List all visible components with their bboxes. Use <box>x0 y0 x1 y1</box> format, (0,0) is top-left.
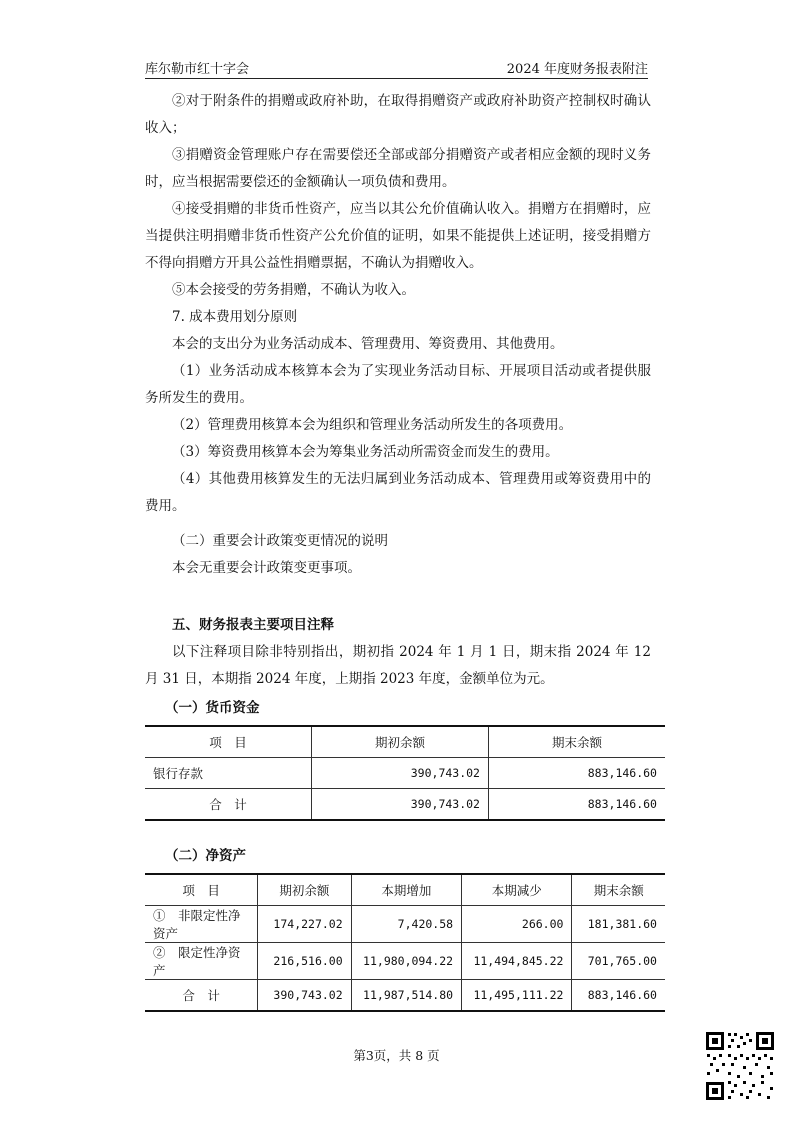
table-cell: 11,494,845.22 <box>462 943 572 980</box>
paragraph: ④接受捐赠的非货币性资产，应当以其公允价值确认收入。捐赠方在捐赠时，应当提供注明捐赠非货币性资产公允价值的证明，如果不能提供上述证明，接受捐赠方不得向捐赠方开具公益性捐赠票据，不确认为捐赠收入。 <box>145 201 651 271</box>
table-cell: 390,743.02 <box>312 789 489 821</box>
table-cell: 7,420.58 <box>351 906 461 943</box>
section-title: 五、财务报表主要项目注释 <box>172 617 334 633</box>
table-row <box>145 943 665 980</box>
table-header-cell: 期末余额 <box>489 726 666 758</box>
table-row <box>145 906 665 943</box>
paragraph: 以下注释项目除非特别指出，期初指 2024 年 1 月 1 日，期末指 2024 年 12 月 31 日，本期指 2024 年度，上期指 2023 年度，金额单位为元。 <box>145 644 651 687</box>
table-cell: 701,765.00 <box>572 943 665 980</box>
table-cell: 216,516.00 <box>258 943 352 980</box>
paragraph: ②对于附条件的捐赠或政府补助，在取得捐赠资产或政府补助资产控制权时确认收入； <box>145 93 651 136</box>
cash-table <box>145 725 665 821</box>
table-row <box>145 789 665 821</box>
body-section-3 <box>145 843 651 870</box>
paragraph: ⑤本会接受的劳务捐赠，不确认为收入。 <box>172 282 415 298</box>
header-doc-title: 2024 年度财务报表附注 <box>506 62 648 77</box>
paragraph: 本会无重要会计政策变更事项。 <box>172 560 361 576</box>
table-cell: ② 限定性净资产 <box>145 943 258 980</box>
table-cell: 883,146.60 <box>489 758 666 789</box>
paragraph: （2）管理费用核算本会为组织和管理业务活动所发生的各项费用。 <box>172 417 573 433</box>
table-header-row <box>145 726 665 758</box>
table-cell: 883,146.60 <box>489 789 666 821</box>
table-row <box>145 980 665 1012</box>
table-row <box>145 758 665 789</box>
table2-title: （二）净资产 <box>165 848 246 864</box>
qr-code-icon <box>704 1030 776 1102</box>
paragraph: （4）其他费用核算发生的无法归属到业务活动成本、管理费用或筹资费用中的费用。 <box>145 471 651 514</box>
paragraph: 本会的支出分为业务活动成本、管理费用、筹资费用、其他费用。 <box>172 336 564 352</box>
table-header-cell: 项 目 <box>145 874 258 906</box>
net-assets-table <box>145 873 665 1012</box>
subheading: 7. 成本费用划分原则 <box>172 309 298 325</box>
body-section-1 <box>145 88 651 582</box>
page-header <box>145 56 648 79</box>
table-cell: 390,743.02 <box>312 758 489 789</box>
paragraph: （1）业务活动成本核算本会为了实现业务活动目标、开展项目活动或者提供服务所发生的费用。 <box>145 363 651 406</box>
table-header-cell: 项 目 <box>145 726 312 758</box>
table-cell: 883,146.60 <box>572 980 665 1012</box>
table-cell: 390,743.02 <box>258 980 352 1012</box>
table-header-cell: 期初余额 <box>258 874 352 906</box>
qr-code-icon <box>704 1030 776 1102</box>
paragraph: （3）筹资费用核算本会为筹集业务活动所需资金而发生的费用。 <box>172 444 559 460</box>
table-cell: 11,987,514.80 <box>351 980 461 1012</box>
table-cell: 合 计 <box>145 980 258 1012</box>
table-cell: 银行存款 <box>145 758 312 789</box>
table-cell: 266.00 <box>462 906 572 943</box>
table-cell: 合 计 <box>145 789 312 821</box>
table-cell: 11,980,094.22 <box>351 943 461 980</box>
table-header-cell: 期初余额 <box>312 726 489 758</box>
body-section-2 <box>145 612 651 722</box>
table-cell: ① 非限定性净资产 <box>145 906 258 943</box>
page-number: 第3页，共 8 页 <box>353 1048 440 1063</box>
table-cell: 181,381.60 <box>572 906 665 943</box>
subheading: （二）重要会计政策变更情况的说明 <box>172 533 388 549</box>
table-header-cell: 期末余额 <box>572 874 665 906</box>
table-header-cell: 本期增加 <box>351 874 461 906</box>
header-org: 库尔勒市红十字会 <box>145 62 250 77</box>
paragraph: ③捐赠资金管理账户存在需要偿还全部或部分捐赠资产或者相应金额的现时义务时，应当根据需要偿还的金额确认一项负债和费用。 <box>145 147 651 190</box>
table-cell: 174,227.02 <box>258 906 352 943</box>
table-header-row <box>145 874 665 906</box>
table1-title: （一）货币资金 <box>165 700 260 716</box>
table-cell: 11,495,111.22 <box>462 980 572 1012</box>
table-header-cell: 本期减少 <box>462 874 572 906</box>
